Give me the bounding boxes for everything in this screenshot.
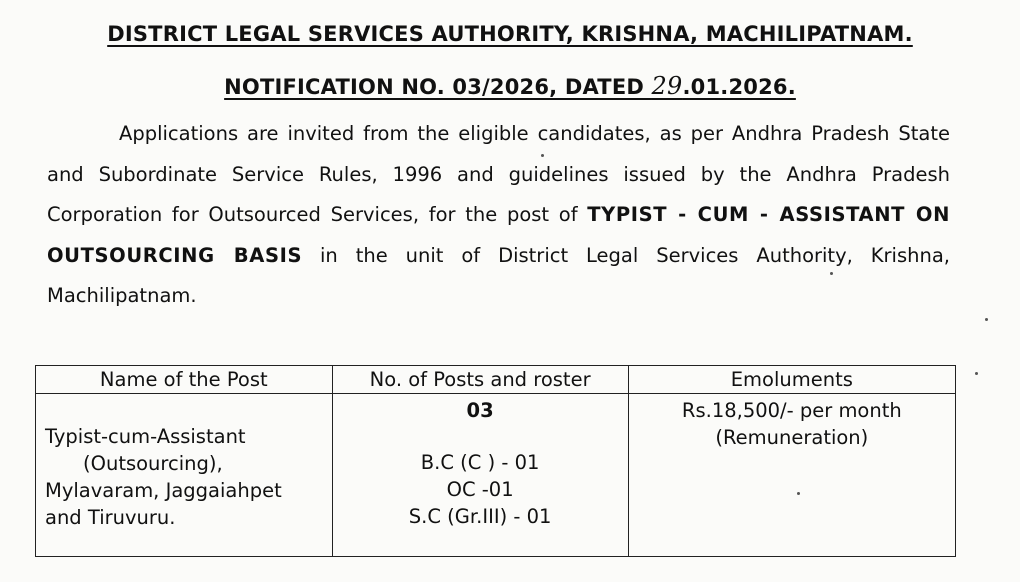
roster-list — [333, 449, 628, 530]
table-header-row — [36, 366, 956, 394]
notification-title — [0, 72, 1020, 100]
body-text-intro: Applications are invited from the eligible candidates, as per Andhra Pradesh State and Subordinate Service Rules, 1996 and guidelines issued by the Andhra Pradesh Corporation for Outsourced Services, for the post of — [47, 122, 950, 226]
post-name-line: Mylavaram, Jaggaiahpet — [45, 479, 282, 502]
post-name-line: and Tiruvuru. — [45, 506, 176, 529]
header-posts-roster: No. of Posts and roster — [332, 366, 628, 394]
authority-title — [0, 22, 1020, 46]
roster-item: S.C (Gr.III) - 01 — [408, 505, 552, 528]
cell-post-name — [36, 394, 333, 557]
notification-suffix: .01.2026. — [682, 75, 796, 99]
post-name-line: (Outsourcing), — [83, 452, 223, 475]
roster-item: B.C (C ) - 01 — [420, 451, 540, 474]
scan-speck — [830, 272, 833, 275]
emolument-note: (Remuneration) — [715, 426, 869, 449]
post-title-bold: TYPIST - CUM - ASSISTANT ON OUTSOURCING BASIS — [47, 203, 951, 267]
roster-item: OC -01 — [446, 478, 514, 501]
cell-emoluments — [628, 394, 955, 557]
table-row — [36, 394, 956, 557]
post-name-text — [36, 423, 332, 531]
notification-number — [224, 72, 796, 100]
header-emoluments: Emoluments — [628, 366, 955, 394]
post-name-line: Typist-cum-Assistant — [45, 425, 246, 448]
scan-speck — [985, 318, 988, 321]
authority-title-text: DISTRICT LEGAL SERVICES AUTHORITY, KRISHNA, MACHILIPATNAM. — [107, 22, 913, 46]
scan-speck — [797, 492, 800, 495]
header-post-name: Name of the Post — [36, 366, 333, 394]
handwritten-day: 29 — [651, 72, 683, 100]
emoluments-text — [629, 397, 955, 451]
cell-posts-roster — [332, 394, 628, 557]
notification-body-paragraph — [47, 114, 950, 317]
body-text-outro: in the unit of District Legal Services Authority, Krishna, Machilipatnam. — [47, 243, 950, 307]
scan-speck — [541, 154, 544, 157]
number-of-posts: 03 — [466, 399, 494, 422]
posts-table — [35, 365, 956, 557]
scan-speck — [975, 372, 978, 375]
notification-prefix: NOTIFICATION NO. 03/2026, DATED — [224, 75, 652, 99]
emolument-amount: Rs.18,500/- per month — [681, 399, 902, 422]
